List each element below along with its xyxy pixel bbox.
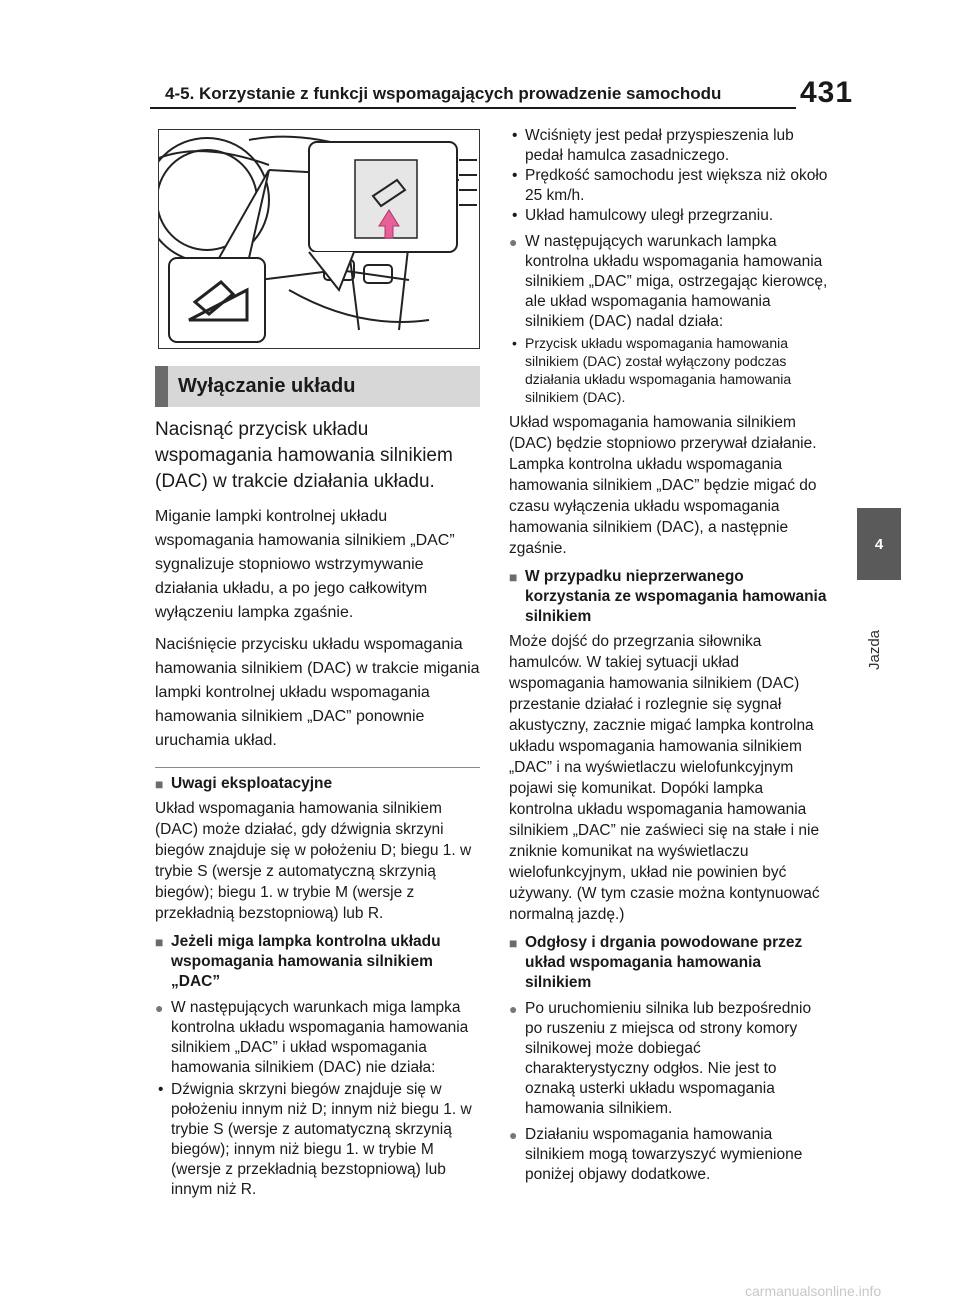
subheading: ■ Odgłosy i drgania powodowane przez układ wspomagania hamowania silnikiem xyxy=(509,933,829,993)
right-column xyxy=(509,126,829,1187)
paragraph: Układ wspomagania hamowania silnikiem (DAC) może działać, gdy dźwignia skrzyni biegów znajduje się w położeniu D; biegu 1. w trybie S (wersje z automatyczną skrzynią biegów); biegu 1. w trybie M (wersje z przekładnią bezstopniową) lub R. xyxy=(155,800,472,922)
bullet-item: • Przycisk układu wspomagania hamowania silnikiem (DAC) został wyłączony podczas działania układu wspomagania hamowania silnikiem (DAC). xyxy=(509,334,829,406)
dot-item: ● Po uruchomieniu silnika lub bezpośrednio po ruszeniu z miejsca od strony komory silnikowej może dobiegać charakterystyczny odgłos. Nie jest to oznaką usterki układu wspomagania hamowania silnikiem. xyxy=(509,999,829,1119)
dashboard-drawing xyxy=(159,130,479,348)
dot-item: ● W następujących warunkach lampka kontrolna układu wspomagania hamowania silnikiem „DAC” miga, ostrzegając kierowcę, ale układ wspomagania hamowania silnikiem (DAC) nadal działa: xyxy=(509,232,829,332)
instruction-text: Nacisnąć przycisk układu wspomagania hamowania silnikiem (DAC) w trakcie działania układu. xyxy=(155,419,453,492)
left-column xyxy=(155,366,480,1200)
header-rule xyxy=(150,107,796,109)
chapter-label: Jazda xyxy=(866,629,883,670)
bullet-item: • Układ hamulcowy uległ przegrzaniu. xyxy=(509,206,829,226)
bullet-item: • Dźwignia skrzyni biegów znajduje się w położeniu innym niż D; innym niż biegu 1. w trybie S (wersje z automatyczną skrzynią biegów); innym niż biegu 1. w trybie M (wersje z przekładnią bezstopniową) lub innym niż R. xyxy=(155,1080,480,1200)
dot-item: ● W następujących warunkach miga lampka kontrolna układu wspomagania hamowania silnikiem „DAC” i układ wspomagania hamowania silnikiem (DAC) nie działa: xyxy=(155,998,480,1078)
paragraph: Miganie lampki kontrolnej układu wspomagania hamowania silnikiem „DAC” sygnalizuje stopniowo wstrzymywanie działania układu, a po jego całkowitym wyłączeniu lampka zgaśnie. xyxy=(155,508,455,621)
bullet-item: • Wciśnięty jest pedał przyspieszenia lub pedał hamulca zasadniczego. xyxy=(509,126,829,166)
subheading: ■ Jeżeli miga lampka kontrolna układu wspomagania hamowania silnikiem „DAC” xyxy=(155,932,480,992)
section-heading: Wyłączanie układu xyxy=(155,366,480,407)
paragraph: Naciśnięcie przycisku układu wspomagania hamowania silnikiem (DAC) w trakcie migania lampki kontrolnej układu wspomagania hamowania silnikiem „DAC” ponownie uruchamia układ. xyxy=(155,636,480,749)
paragraph: Układ wspomagania hamowania silnikiem (DAC) będzie stopniowo przerywał działanie. Lampka kontrolna układu wspomagania hamowania silnikiem „DAC” będzie migać do czasu wyłączenia układu wspomagania hamowania silnikiem (DAC), a następnie zgaśnie. xyxy=(509,414,817,557)
divider xyxy=(155,767,480,768)
subheading: ■ W przypadku nieprzerwanego korzystania ze wspomagania hamowania silnikiem xyxy=(509,567,829,627)
subheading: ■ Uwagi eksploatacyjne xyxy=(155,774,480,794)
dot-item: ● Działaniu wspomagania hamowania silnikiem mogą towarzyszyć wymienione poniżej objawy dodatkowe. xyxy=(509,1125,829,1185)
page-number: 431 xyxy=(800,76,854,109)
bullet-item: • Prędkość samochodu jest większa niż około 25 km/h. xyxy=(509,166,829,206)
dac-button-illustration xyxy=(158,129,480,349)
paragraph: Może dojść do przegrzania siłownika hamulców. W takiej sytuacji układ wspomagania hamowania silnikiem (DAC) przestanie działać i rozlegnie się sygnał akustyczny, zacznie migać lampka kontrolna układu wspomagania hamowania silnikiem „DAC” i na wyświetlaczu wielofunkcyjnym pojawi się komunikat. Dopóki lampka kontrolna układu wspomagania hamowania silnikiem „DAC” nie zaświeci się na stałe i nie zniknie komunikat na wyświetlaczu wielofunkcyjnym, układ nie powinien być używany. (W tym czasie można kontynuować normalną jazdę.) xyxy=(509,633,820,923)
header-title: 4-5. Korzystanie z funkcji wspomagających prowadzenie samochodu xyxy=(165,84,722,103)
chapter-tab: 4 xyxy=(857,508,901,580)
watermark: carmanualsonline.info xyxy=(745,1283,882,1299)
